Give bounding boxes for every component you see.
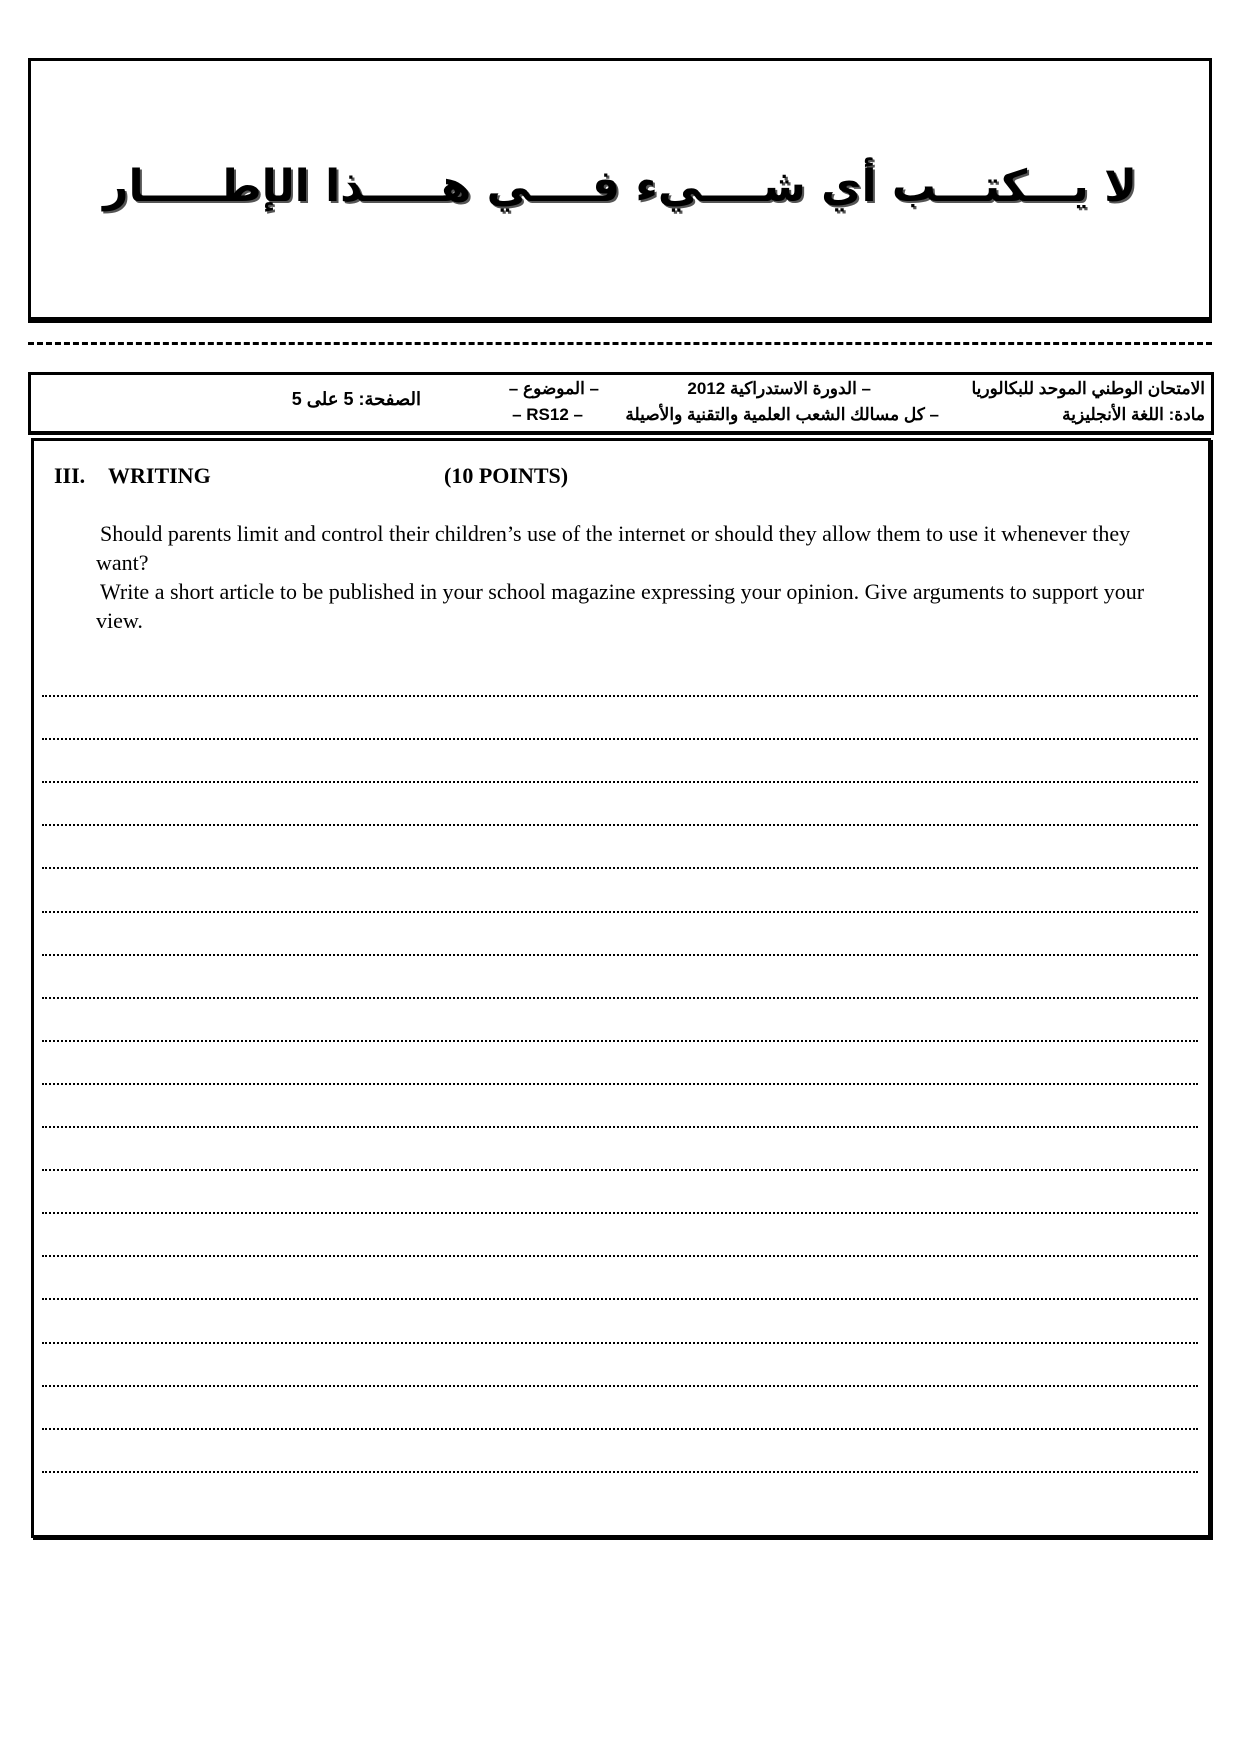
- answer-line[interactable]: [42, 1214, 1198, 1257]
- answer-line[interactable]: [42, 740, 1198, 783]
- answer-line[interactable]: [42, 1387, 1198, 1430]
- answer-line[interactable]: [42, 1171, 1198, 1214]
- section-title: WRITING: [108, 463, 211, 488]
- answer-line[interactable]: [42, 1344, 1198, 1387]
- section-points: (10 POINTS): [444, 463, 569, 488]
- answer-line[interactable]: [42, 654, 1198, 697]
- answer-line[interactable]: [42, 1300, 1198, 1343]
- answer-lines[interactable]: [42, 654, 1198, 1473]
- answer-line[interactable]: [42, 869, 1198, 912]
- answer-line[interactable]: [42, 1257, 1198, 1300]
- answer-line[interactable]: [42, 1042, 1198, 1085]
- exam-header: [28, 372, 1214, 435]
- answer-line[interactable]: [42, 956, 1198, 999]
- answer-line[interactable]: [42, 1128, 1198, 1171]
- answer-line[interactable]: [42, 1085, 1198, 1128]
- section-number: III.: [54, 463, 86, 488]
- subject-code: – RS12 –: [512, 405, 583, 424]
- streams: – كل مسالك الشعب العلمية والتقنية والأصيلة: [625, 405, 939, 424]
- do-not-write-notice: لا يـــكتـــب أي شــــيء فــــي هـــــذا الإطـــــار: [103, 161, 1137, 212]
- answer-line[interactable]: [42, 826, 1198, 869]
- do-not-write-frame: [28, 58, 1212, 320]
- subject-name: مادة: اللغة الأنجليزية: [1062, 405, 1205, 424]
- writing-prompt: [96, 519, 1176, 635]
- exam-session: – الدورة الاستدراكية 2012: [687, 379, 871, 398]
- prompt-question: Should parents limit and control their children’s use of the internet or should they allow them to use it whenever they want?: [96, 521, 1131, 575]
- prompt-instruction: Write a short article to be published in your school magazine expressing your opinion. Give arguments to support your view.: [96, 579, 1145, 633]
- exam-name: الامتحان الوطني الموحد للبكالوريا: [971, 379, 1205, 398]
- answer-line[interactable]: [42, 783, 1198, 826]
- answer-line[interactable]: [42, 913, 1198, 956]
- subject-label: – الموضوع –: [508, 379, 599, 398]
- answer-line[interactable]: [42, 697, 1198, 740]
- answer-line[interactable]: [42, 1430, 1198, 1473]
- answer-line[interactable]: [42, 999, 1198, 1042]
- writing-section: [31, 438, 1211, 1538]
- cut-line: [28, 342, 1212, 345]
- page-number: الصفحة: 5 على 5: [291, 389, 421, 409]
